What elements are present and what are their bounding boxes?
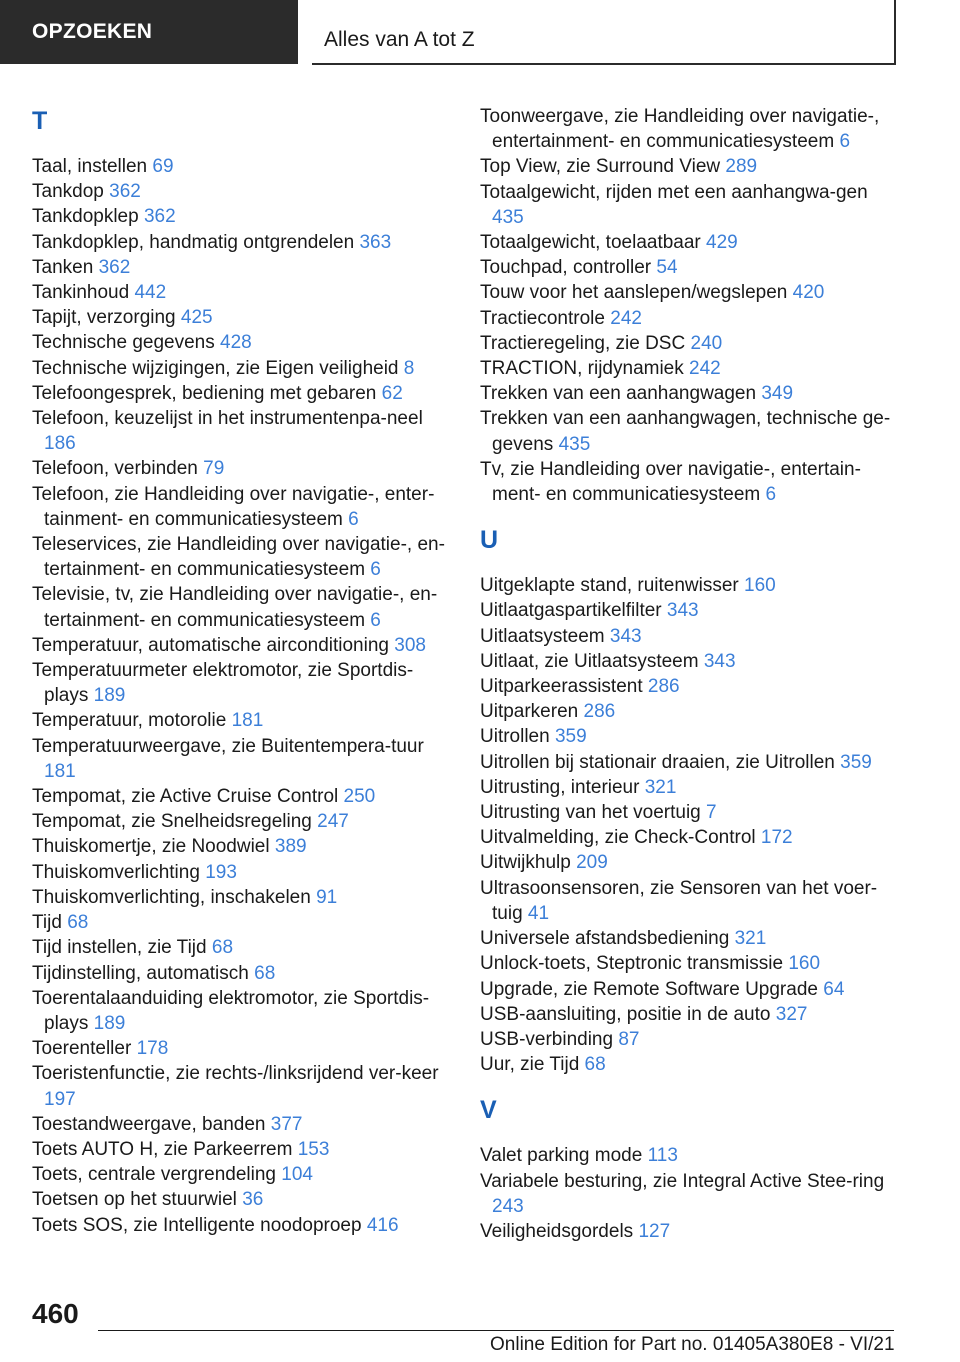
page-reference-link[interactable]: 6 <box>370 559 381 581</box>
index-entry-text: Ultrasoonsensoren, zie Sensoren van het voer-tuig <box>480 877 878 924</box>
index-entry <box>480 457 900 507</box>
page-reference-link[interactable]: 442 <box>134 282 167 304</box>
index-entry <box>32 204 452 229</box>
index-entry-text: Tijd <box>32 912 62 934</box>
index-entry-text: Thuiskomverlichting, inschakelen <box>32 886 311 908</box>
index-entry <box>480 724 900 749</box>
index-entry-text: Tractiecontrole <box>480 307 605 329</box>
page-reference-link[interactable]: 429 <box>706 232 738 254</box>
page-reference-link[interactable]: 181 <box>44 760 76 782</box>
index-entry-text: Uitlaatsysteem <box>480 625 605 647</box>
page-reference-link[interactable]: 69 <box>152 156 174 177</box>
index-entry-text: Telefoon, zie Handleiding over navigatie-, enter-tainment- en communicatiesysteem <box>32 483 435 530</box>
index-entry-text: Uitlaatgaspartikelfilter <box>480 600 662 622</box>
index-entry <box>480 598 900 623</box>
index-entry-text: Tanken <box>32 256 94 278</box>
page-reference-link[interactable]: 286 <box>647 676 680 698</box>
page-reference-link[interactable]: 242 <box>689 358 721 380</box>
page-reference-link[interactable]: 189 <box>93 685 126 707</box>
index-entry-text: Toetsen op het stuurwiel <box>32 1189 237 1211</box>
section-tab <box>0 0 298 64</box>
index-entry-text: Technische wijzigingen, zie Eigen veiligheid <box>32 357 399 379</box>
index-entry-text: Tractieregeling, zie DSC <box>480 332 686 354</box>
index-column-right <box>480 104 900 1244</box>
index-entry-text: Uitrusting, interieur <box>480 776 640 798</box>
index-entry-text: USB-aansluiting, positie in de auto <box>480 1003 771 1025</box>
section-label: OPZOEKEN <box>32 20 153 43</box>
page-reference-link[interactable]: 362 <box>98 256 131 278</box>
index-entry-text: Tv, zie Handleiding over navigatie-, entertain-ment- en communicatiesysteem <box>480 458 861 506</box>
index-entry-text: Technische gegevens <box>32 332 215 354</box>
page-reference-link[interactable]: 308 <box>394 634 426 656</box>
page-reference-link[interactable]: 186 <box>44 433 76 455</box>
page-reference-link[interactable]: 289 <box>725 156 758 178</box>
index-entry-text: Uitrollen <box>480 726 550 748</box>
index-entry <box>32 1213 452 1238</box>
index-entry <box>32 986 452 1036</box>
page-reference-link[interactable]: 6 <box>765 484 777 506</box>
index-entry <box>32 708 452 733</box>
index-letter-heading: U <box>480 526 499 555</box>
index-entry <box>32 456 452 481</box>
page-reference-link[interactable]: 8 <box>403 357 415 379</box>
index-entry <box>480 1002 900 1027</box>
index-entry <box>480 750 900 775</box>
index-entry-text: Telefoon, verbinden <box>32 458 198 480</box>
index-entry <box>32 280 452 305</box>
index-entry <box>32 1137 452 1162</box>
index-entry <box>480 926 900 951</box>
index-entry <box>32 255 452 280</box>
index-entry <box>32 532 452 582</box>
page-reference-link[interactable]: 327 <box>775 1003 808 1025</box>
index-entry <box>480 573 900 598</box>
index-entry-text: Toerentalaanduiding elektromotor, zie Sportdis-plays <box>32 987 430 1034</box>
index-entry-text: Tankinhoud <box>32 282 130 304</box>
index-entry <box>480 381 900 406</box>
page-reference-link[interactable]: 172 <box>760 827 793 849</box>
page-reference-link[interactable]: 68 <box>211 937 234 959</box>
page-reference-link[interactable]: 240 <box>690 332 723 354</box>
index-entry-text: Toets, centrale vergrendeling <box>32 1164 276 1186</box>
index-entry-text: Tijd instellen, zie Tijd <box>32 937 207 959</box>
page-reference-link[interactable]: 6 <box>839 131 851 153</box>
index-entry <box>480 230 900 255</box>
index-entry <box>32 406 452 456</box>
index-entry <box>32 381 452 406</box>
index-entry <box>32 1162 452 1187</box>
index-entry-text: Televisie, tv, zie Handleiding over navigatie-, en-tertainment- en communicatiesysteem <box>32 584 438 631</box>
index-entry <box>480 406 900 456</box>
index-entry-text: Trekken van een aanhangwagen <box>480 383 757 405</box>
index-entry <box>32 961 452 986</box>
index-entry <box>480 180 900 230</box>
index-entry <box>32 784 452 809</box>
index-entry-text: Top View, zie Surround View <box>480 156 721 178</box>
page-reference-link[interactable]: 247 <box>317 811 349 833</box>
index-entry <box>32 935 452 960</box>
index-entry <box>480 951 900 976</box>
index-entry <box>32 154 452 179</box>
index-entry <box>32 860 452 885</box>
page-reference-link[interactable]: 127 <box>638 1220 671 1242</box>
index-entry <box>480 1027 900 1052</box>
index-entry-text: Uitvalmelding, zie Check-Control <box>480 827 756 849</box>
index-entry <box>32 1112 452 1137</box>
index-entry <box>32 633 452 658</box>
index-entry <box>480 1219 900 1244</box>
page-reference-link[interactable]: 6 <box>348 508 359 530</box>
index-entry-text: Valet parking mode <box>480 1145 643 1167</box>
page-reference-link[interactable]: 416 <box>366 1214 399 1236</box>
index-entry <box>480 154 900 179</box>
index-entry <box>480 775 900 800</box>
page-reference-link[interactable]: 6 <box>370 609 381 631</box>
index-entry-text: Tempomat, zie Active Cruise Control <box>32 786 339 808</box>
index-entry-text: Upgrade, zie Remote Software Upgrade <box>480 978 818 1000</box>
index-letter-heading: V <box>480 1096 497 1125</box>
page-reference-link[interactable]: 359 <box>554 726 587 748</box>
index-entry <box>32 734 452 784</box>
index-entry-text: Uur, zie Tijd <box>480 1054 580 1076</box>
index-entry-text: Thuiskomertje, zie Noodwiel <box>32 836 270 858</box>
page-reference-link[interactable]: 435 <box>492 206 524 228</box>
index-entry-text: Tempomat, zie Snelheidsregeling <box>32 811 312 833</box>
index-entry <box>480 977 900 1002</box>
index-entry-text: Temperatuurmeter elektromotor, zie Sportdis-plays <box>32 660 414 707</box>
page-reference-link[interactable]: 113 <box>647 1145 678 1167</box>
index-entry-text: Toerenteller <box>32 1038 132 1060</box>
index-entry-text: Trekken van een aanhangwagen, technische ge-gevens <box>480 408 891 455</box>
page-reference-link[interactable]: 420 <box>792 282 825 304</box>
index-entry <box>32 179 452 204</box>
index-entry-text: Uitrollen bij stationair draaien, zie Uitrollen <box>480 751 835 773</box>
index-entry-text: TRACTION, rijdynamiek <box>480 358 684 380</box>
page-reference-link[interactable]: 343 <box>609 625 642 647</box>
index-entry-text: Touw voor het aanslepen/wegslepen <box>480 282 788 304</box>
index-entry-text: Temperatuur, motorolie <box>32 710 227 732</box>
index-entry-text: Tankdopklep <box>32 206 139 228</box>
page-reference-link[interactable]: 68 <box>254 962 276 984</box>
index-entry <box>480 699 900 724</box>
page-reference-link[interactable]: 389 <box>274 836 307 858</box>
index-entry <box>480 255 900 280</box>
index-entry <box>480 356 900 381</box>
index-entry-text: Toestandweergave, banden <box>32 1113 266 1135</box>
index-entry-text: Teleservices, zie Handleiding over navigatie-, en-tertainment- en communicatiesysteem <box>32 534 445 581</box>
page-reference-link[interactable]: 362 <box>143 206 176 228</box>
index-entry <box>480 876 900 926</box>
index-entry-text: Uitparkeerassistent <box>480 676 643 698</box>
index-entry-text: Toets AUTO H, zie Parkeerrem <box>32 1138 293 1160</box>
index-entry <box>480 649 900 674</box>
page-number: 460 <box>32 1298 79 1329</box>
index-entry-text: Unlock-toets, Steptronic transmissie <box>480 953 784 975</box>
index-entry <box>32 885 452 910</box>
index-entry <box>480 624 900 649</box>
index-entry <box>480 800 900 825</box>
index-entry-text: Universele afstandsbediening <box>480 928 730 950</box>
index-entry-text: Uitparkeren <box>480 701 579 723</box>
index-entry <box>32 658 452 708</box>
index-entry-text: Temperatuur, automatische airconditioning <box>32 634 389 656</box>
index-entry-text: Variabele besturing, zie Integral Active Stee-ring <box>480 1170 885 1192</box>
page-reference-link[interactable]: 79 <box>203 458 225 480</box>
page-reference-link[interactable]: 435 <box>558 433 591 455</box>
index-entry <box>32 356 452 381</box>
page-reference-link[interactable]: 36 <box>242 1189 264 1211</box>
page-reference-link[interactable]: 321 <box>734 928 767 950</box>
index-entry <box>32 910 452 935</box>
index-column-left <box>32 104 452 1238</box>
page-reference-link[interactable]: 7 <box>706 802 717 824</box>
page-reference-link[interactable]: 362 <box>109 181 141 203</box>
page-reference-link[interactable]: 359 <box>840 751 872 773</box>
footer-divider <box>98 1330 894 1331</box>
index-entry-text: Taal, instellen <box>32 156 148 177</box>
page-reference-link[interactable]: 242 <box>610 307 642 329</box>
page-reference-link[interactable]: 343 <box>666 600 699 622</box>
page-reference-link[interactable]: 160 <box>744 575 776 597</box>
page-reference-link[interactable]: 209 <box>576 852 608 874</box>
page-reference-link[interactable]: 68 <box>67 912 89 934</box>
page-reference-link[interactable]: 193 <box>205 861 237 883</box>
index-entry <box>32 809 452 834</box>
index-entry <box>480 1169 900 1219</box>
index-entry-text: Tapijt, verzorging <box>32 307 176 329</box>
index-entry <box>480 306 900 331</box>
page-reference-link[interactable]: 349 <box>761 383 794 405</box>
page-reference-link[interactable]: 250 <box>343 786 376 808</box>
index-entry <box>32 482 452 532</box>
page-reference-link[interactable]: 178 <box>136 1038 169 1060</box>
page-reference-link[interactable]: 160 <box>788 953 821 975</box>
index-entry <box>32 582 452 632</box>
index-letter-heading: T <box>32 107 48 135</box>
page-reference-link[interactable]: 104 <box>281 1164 313 1186</box>
index-entry <box>480 1143 900 1168</box>
index-entry-text: Toets SOS, zie Intelligente noodoproep <box>32 1214 362 1236</box>
index-entry <box>32 230 452 255</box>
page-reference-link[interactable]: 343 <box>703 650 736 672</box>
index-entry <box>480 825 900 850</box>
page-reference-link[interactable]: 54 <box>656 257 678 279</box>
page-reference-link[interactable]: 181 <box>231 710 264 732</box>
page-reference-link[interactable]: 64 <box>823 978 845 1000</box>
index-entry <box>480 850 900 875</box>
chapter-header <box>312 0 896 65</box>
page-reference-link[interactable]: 87 <box>618 1028 640 1050</box>
page-reference-link[interactable]: 41 <box>527 902 550 924</box>
page-reference-link[interactable]: 68 <box>584 1054 606 1076</box>
index-entry <box>32 330 452 355</box>
page-reference-link[interactable]: 62 <box>381 382 403 404</box>
page-reference-link[interactable]: 91 <box>316 886 338 908</box>
edition-note: Online Edition for Part no. 01405A380E8 - VI/21 <box>490 1334 895 1355</box>
index-entry-text: Tijdinstelling, automatisch <box>32 962 249 984</box>
index-entry <box>32 1061 452 1111</box>
index-entry <box>480 280 900 305</box>
index-entry-text: Uitgeklapte stand, ruitenwisser <box>480 575 739 597</box>
index-entry <box>480 104 900 154</box>
index-entry <box>480 1052 900 1077</box>
page-reference-link[interactable]: 153 <box>297 1138 330 1160</box>
index-entry <box>480 674 900 699</box>
page-reference-link[interactable]: 197 <box>44 1088 76 1110</box>
index-entry-text: Toeristenfunctie, zie rechts-/linksrijdend ver-keer <box>32 1063 439 1085</box>
index-entry-text: Toonweergave, zie Handleiding over navigatie-, entertainment- en communicatiesysteem <box>480 106 880 153</box>
index-entry-text: Tankdopklep, handmatig ontgrendelen <box>32 231 355 253</box>
index-entry <box>32 305 452 330</box>
page-reference-link[interactable]: 377 <box>270 1113 303 1135</box>
index-entry-text: Totaalgewicht, rijden met een aanhangwa-gen <box>480 181 868 203</box>
index-entry <box>32 834 452 859</box>
index-entry-text: Telefoongesprek, bediening met gebaren <box>32 382 377 404</box>
page-reference-link[interactable]: 428 <box>220 332 252 354</box>
index-entry <box>480 331 900 356</box>
page-reference-link[interactable]: 286 <box>583 701 616 723</box>
index-entry-text: Temperatuurweergave, zie Buitentempera-tuur <box>32 735 424 757</box>
index-entry-text: Totaalgewicht, toelaatbaar <box>480 232 701 254</box>
index-entry-text: Uitlaat, zie Uitlaatsysteem <box>480 650 699 672</box>
page-reference-link[interactable]: 243 <box>492 1195 524 1217</box>
index-entry-text: Telefoon, keuzelijst in het instrumentenpa-neel <box>32 408 423 430</box>
index-entry <box>32 1036 452 1061</box>
index-entry-text: Tankdop <box>32 181 104 203</box>
index-entry-text: USB-verbinding <box>480 1028 614 1050</box>
index-entry-text: Uitwijkhulp <box>480 852 571 874</box>
chapter-title: Alles van A tot Z <box>324 28 475 51</box>
index-entry-text: Touchpad, controller <box>480 257 652 279</box>
page-reference-link[interactable]: 321 <box>644 776 677 798</box>
index-entry <box>32 1187 452 1212</box>
page-reference-link[interactable]: 363 <box>359 231 392 253</box>
index-entry-text: Thuiskomverlichting <box>32 861 200 883</box>
page-reference-link[interactable]: 189 <box>93 1012 126 1034</box>
index-entry-text: Uitrusting van het voertuig <box>480 802 701 824</box>
index-entry-text: Veiligheidsgordels <box>480 1220 634 1242</box>
page-reference-link[interactable]: 425 <box>180 307 213 329</box>
